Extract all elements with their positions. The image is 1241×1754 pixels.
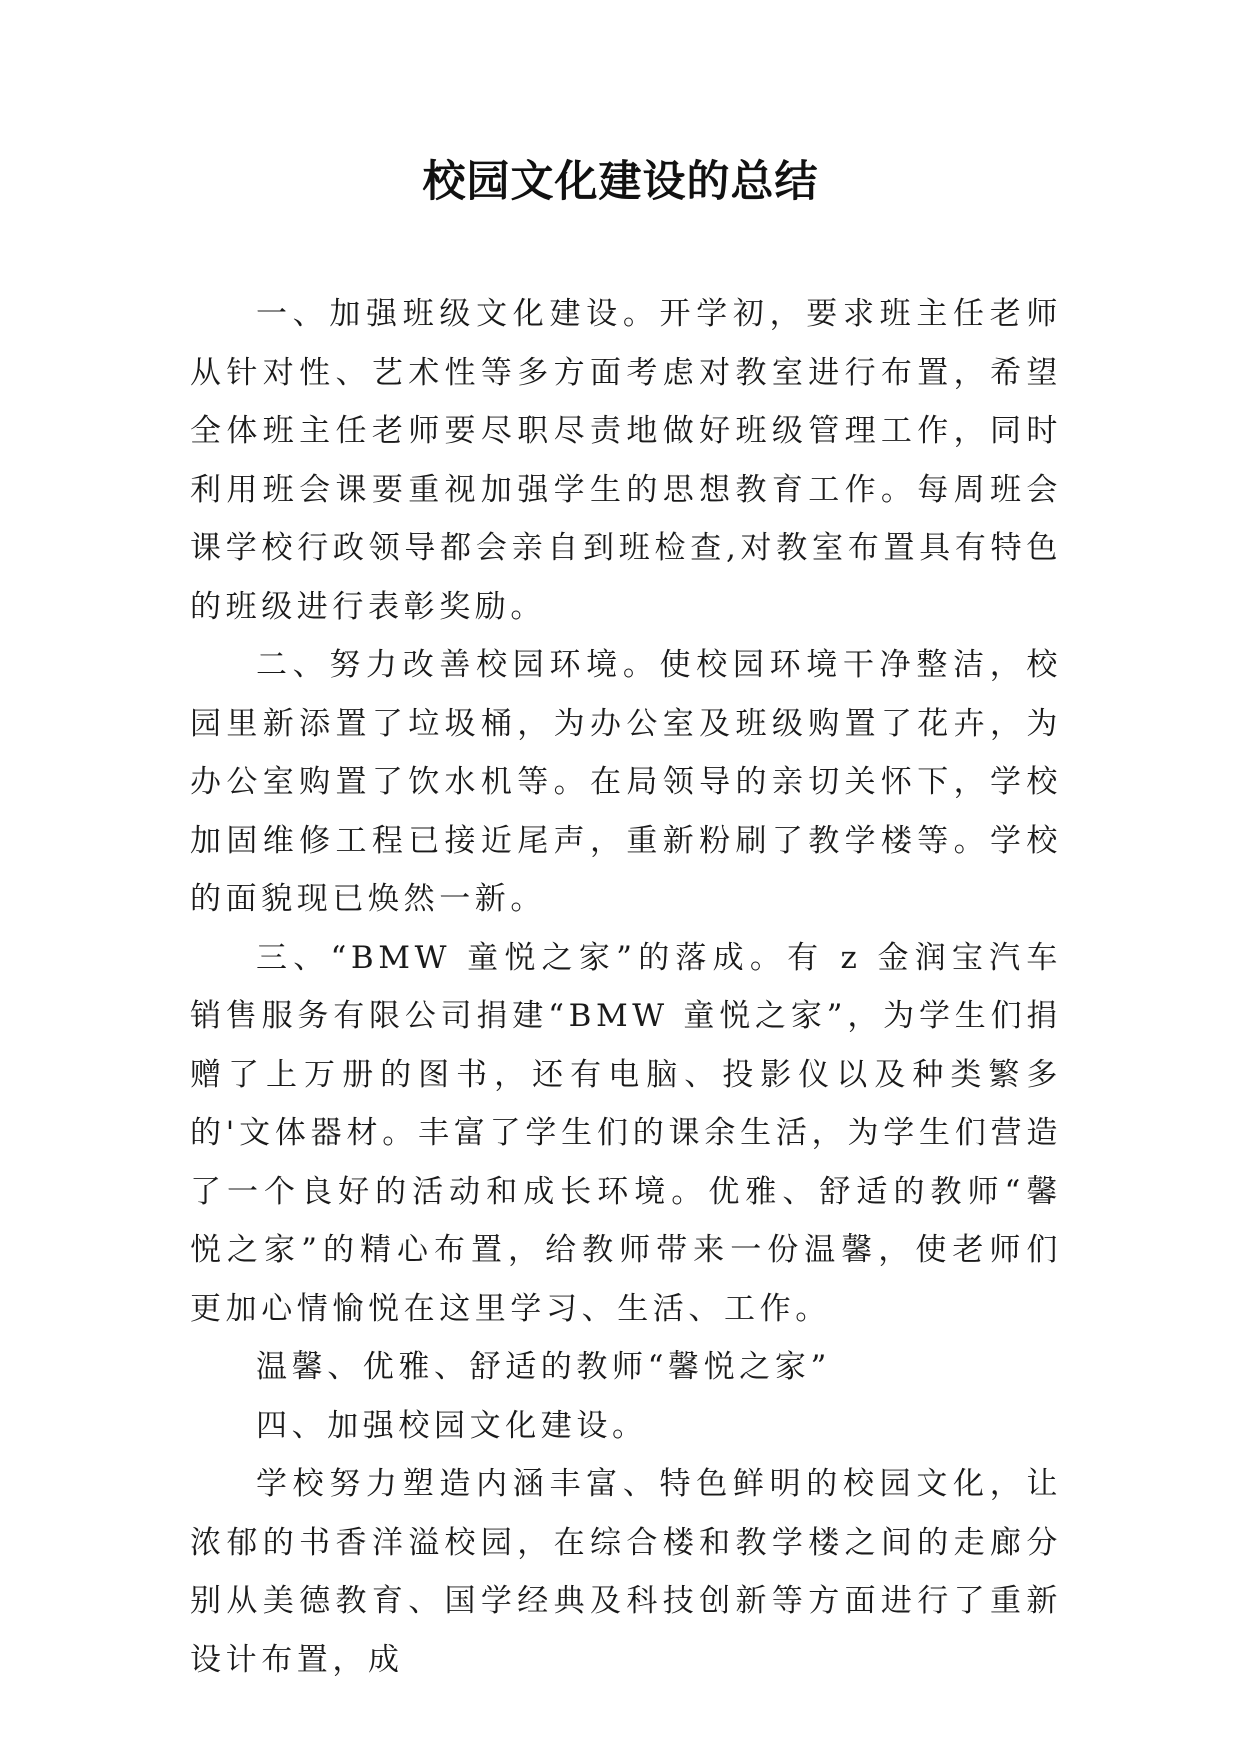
document-title: 校园文化建设的总结: [422, 157, 819, 207]
paragraph-campus-culture: 学校努力塑造内涵丰富、特色鲜明的校园文化，让浓郁的书香洋溢校园，在综合楼和教学楼之间的走廊分别从美德教育、国学经典及科技创新等方面进行了重新设计布置，成: [190, 1466, 1062, 1678]
document-body: [190, 285, 1062, 1689]
section-heading-campus-culture: 四、加强校园文化建设。: [256, 1407, 648, 1444]
paragraph-class-culture: 一、加强班级文化建设。开学初，要求班主任老师从针对性、艺术性等多方面考虑对教室进行布置，希望全体班主任老师要尽职尽责地做好班级管理工作，同时利用班会课要重视加强学生的思想教育工作。每周班会课学校行政领导都会亲自到班检查,对教室布置具有特色的班级进行表彰奖励。: [190, 296, 1062, 625]
paragraph-bmw-home: 三、“BMW 童悦之家”的落成。有 z 金润宝汽车销售服务有限公司捐建“BMW 童悦之家”，为学生们捐赠了上万册的图书，还有电脑、投影仪以及种类繁多的'文体器材。丰富了学生们的课余生活，为学生们营造了一个良好的活动和成长环境。优雅、舒适的教师“馨悦之家”的精心布置，给教师带来一份温馨，使老师们更加心情愉悦在这里学习、生活、工作。: [190, 939, 1062, 1327]
paragraph-campus-environment: 二、努力改善校园环境。使校园环境干净整洁，校园里新添置了垃圾桶，为办公室及班级购置了花卉，为办公室购置了饮水机等。在局领导的亲切关怀下，学校加固维修工程已接近尾声，重新粉刷了教学楼等。学校的面貌现已焕然一新。: [190, 647, 1062, 917]
photo-caption: 温馨、优雅、舒适的教师“馨悦之家”: [256, 1349, 831, 1385]
